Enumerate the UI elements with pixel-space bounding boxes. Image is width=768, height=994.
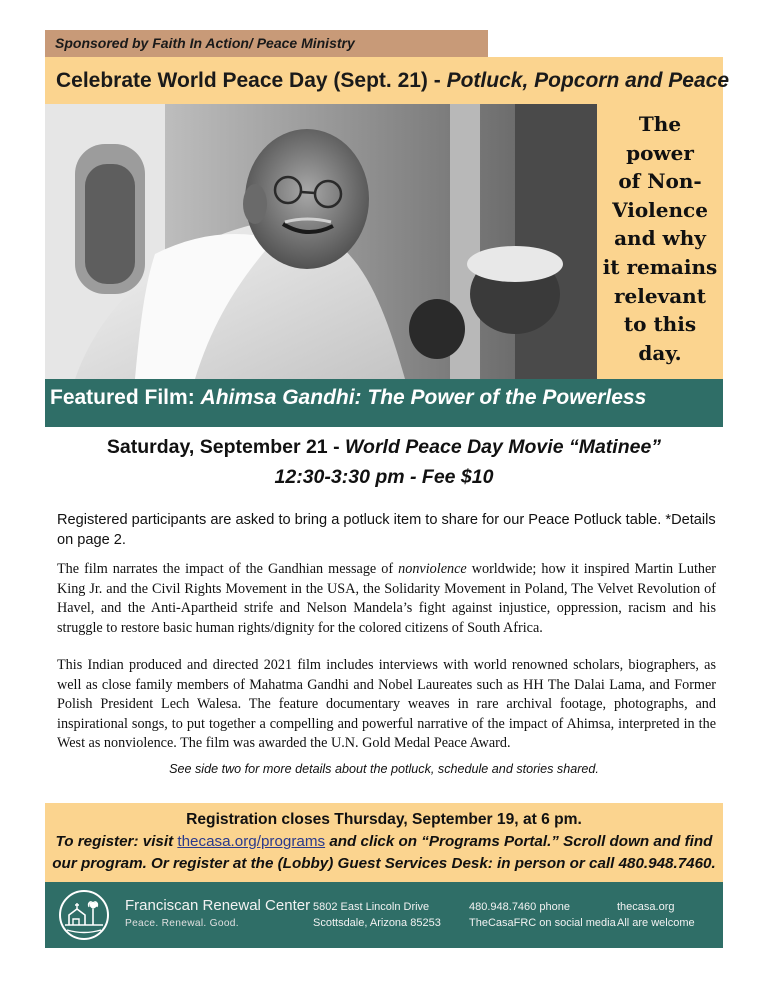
org-name: Franciscan Renewal Center [125,897,311,914]
programs-link[interactable]: thecasa.org/programs [177,833,326,850]
footer-web [617,899,695,931]
headline-banner [45,57,730,104]
address-line: 5802 East Lincoln Drive [313,901,430,913]
registration-visit: To register: visit [55,833,178,850]
registration-note: Registered participants are asked to bring a potluck item to share for our Peace Potluck table. *Details on page 2. [57,512,716,548]
side-quote-line: day. [638,340,682,365]
headline-italic: Potluck, Popcorn and Peace [446,69,730,92]
address-line: Scottsdale, Arizona 85253 [313,917,441,929]
side-quote [597,104,723,379]
featured-film-title: Ahimsa Gandhi: The Power of the Powerless [200,386,647,409]
social-line: TheCasaFRC on social media [469,917,616,929]
featured-film-label: Featured Film: [50,386,201,409]
see-side-two-note: See side two for more details about the potluck, schedule and stories shared. [169,762,599,776]
side-quote-line: Violence [612,197,708,222]
event-date [0,436,768,459]
film-description [57,560,716,638]
side-quote-line: to this [623,312,697,337]
film-description-italic: nonviolence [398,561,467,577]
side-quote-line: and why [614,226,706,251]
welcome-line: All are welcome [617,917,695,929]
event-date-prefix: Saturday, September 21 - [106,436,345,458]
footer-phone [469,899,616,931]
registration-portal: and click on “Programs Portal.” Scroll down and find [325,833,713,850]
registration-box [45,803,723,882]
website-line: thecasa.org [617,901,675,913]
event-time-fee: 12:30-3:30 pm - Fee $10 [274,466,494,488]
event-date-title: World Peace Day Movie “Matinee” [344,436,662,458]
org-tagline: Peace. Renewal. Good. [125,918,239,929]
footer [45,882,723,948]
phone-line: 480.948.7460 phone [469,901,570,913]
gandhi-photo [45,104,597,379]
film-details: This Indian produced and directed 2021 film includes interviews with world renowned scholars, biographers, as well as close family members of Mahatma Gandhi and Nobel Laureates such as HH The Dalai Lama, and Former Polish President Lech Walesa. The feature documentary weaves in rare archival footage, photographs, and inspirational songs, to put together a compelling and powerful narrative of the impact of Ahimsa, interpreted in the West as nonviolence. The film was awarded the U.N. Gold Medal Peace Award. [57,657,716,752]
side-quote-line: The [638,112,682,136]
gandhi-photo-image [45,104,597,379]
film-description-before: The film narrates the impact of the Gandhian message of [57,561,399,577]
registration-instructions [45,833,723,850]
headline-main: Celebrate World Peace Day (Sept. 21) - [56,69,447,92]
registration-desk: our program. Or register at the (Lobby) Guest Services Desk: in person or call 480.948.7460. [52,855,716,872]
registration-closes: Registration closes Thursday, September 19, at 6 pm. [186,811,582,828]
sponsor-bar: Sponsored by Faith In Action/ Peace Ministry [45,30,488,57]
footer-address [313,899,441,931]
film-description-after: worldwide; how it inspired Martin Luther King Jr. and the Civil Rights Movement in the USA, the Solidarity Movement in Poland, The Velvet Revolution of Havel, and the Anti-Apartheid strife and Nelson Mandela’s fight against injustice, oppression, racism and his struggle to restore basic human rights/dignity for the colored citizens of South Africa. [57,561,717,636]
franciscan-logo-icon [57,889,111,941]
side-quote-line: it remains [602,254,718,279]
side-quote-line: relevant [614,283,706,308]
featured-film-bar [45,379,723,427]
side-quote-line: of Non- [618,169,702,194]
side-quote-line: power [626,140,694,165]
